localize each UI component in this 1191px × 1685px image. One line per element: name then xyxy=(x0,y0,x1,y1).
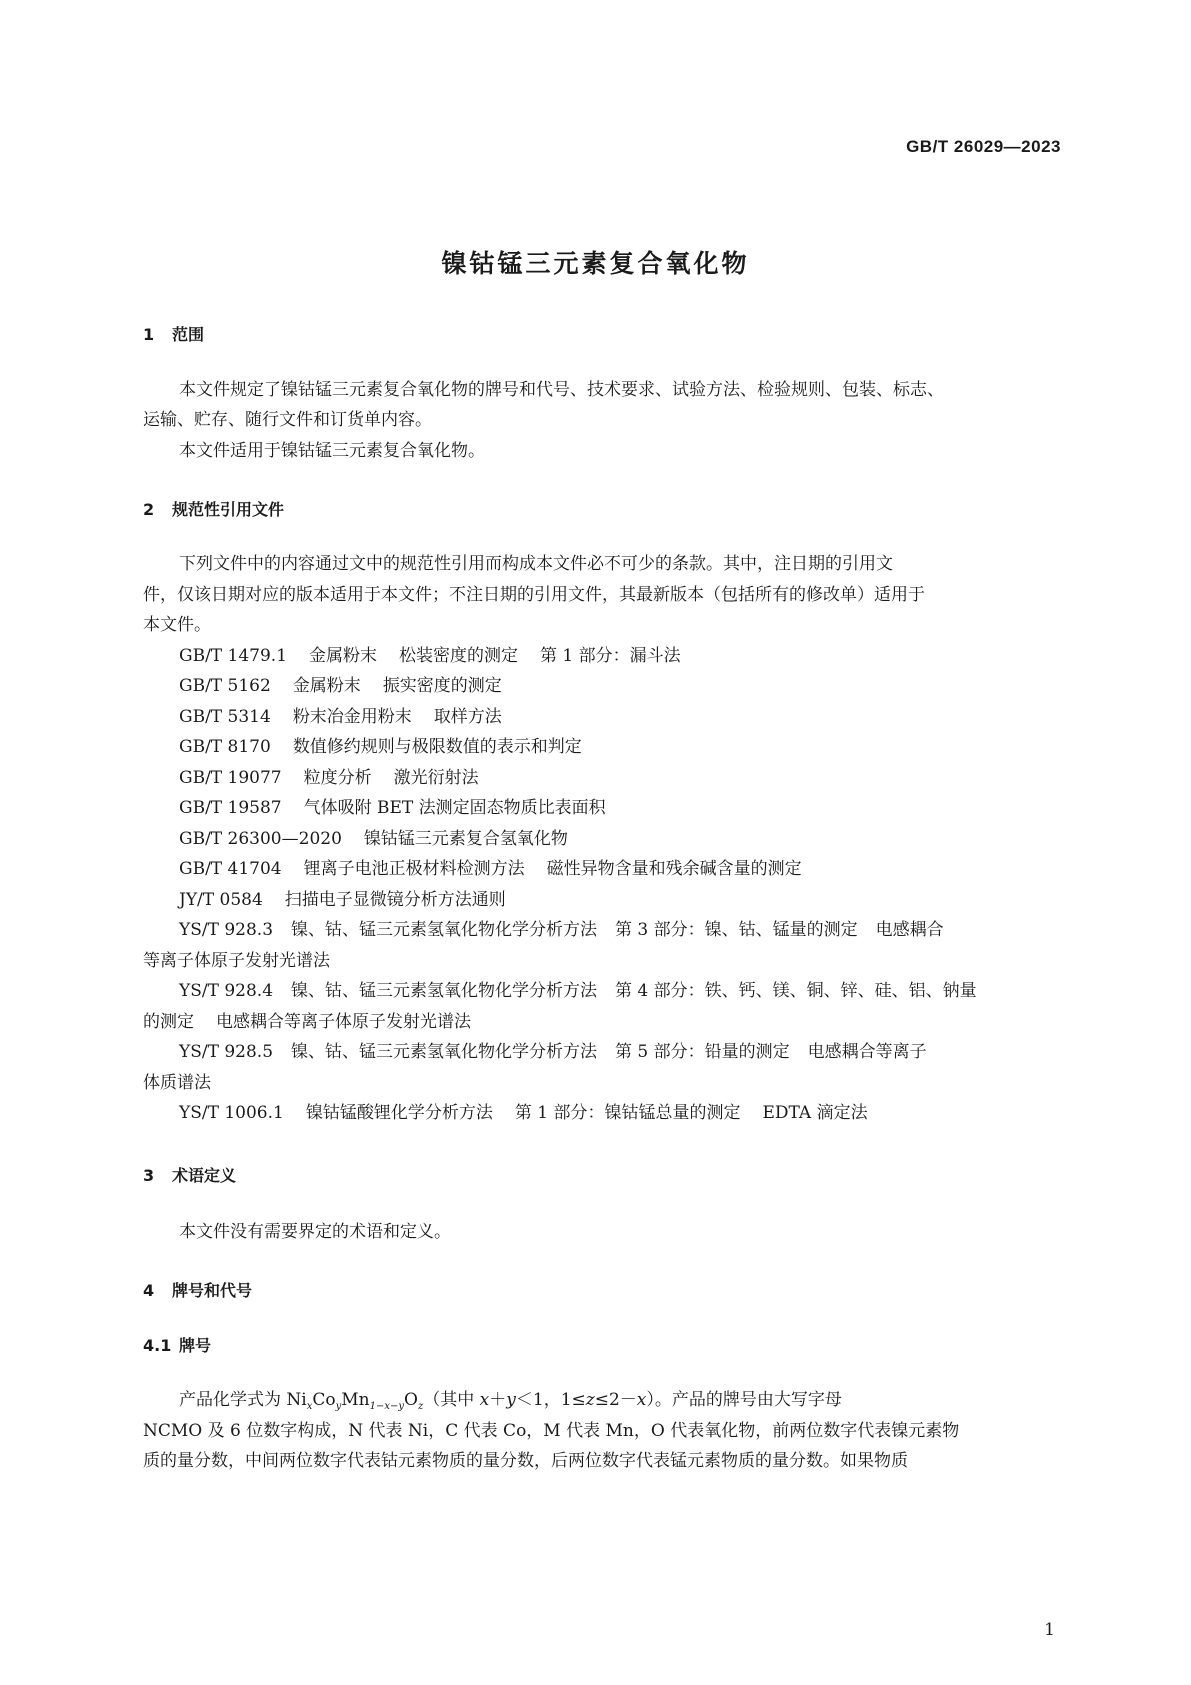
section-number: 4.1 xyxy=(143,1336,172,1355)
reference-title: 的测定 xyxy=(143,1012,194,1032)
reference-title: 第 4 部分：铁、钙、镁、铜、锌、硅、铝、钠量 xyxy=(615,981,977,1001)
reference-title: 扫描电子显微镜分析方法通则 xyxy=(284,890,506,910)
formula-subscript: z xyxy=(417,1401,424,1412)
reference-item-continuation: 等离子体原子发射光谱法 xyxy=(143,951,330,971)
reference-title: 振实密度的测定 xyxy=(382,676,502,696)
reference-title: 电感耦合 xyxy=(875,920,944,940)
section-title: 规范性引用文件 xyxy=(172,500,285,519)
section-title: 术语定义 xyxy=(172,1166,237,1185)
section-number: 1 xyxy=(143,325,155,344)
reference-title: 镍、钴、锰三元素氢氧化物化学分析方法 xyxy=(291,981,598,1001)
reference-code: GB/T 5314 xyxy=(179,707,271,727)
reference-title: 第 1 部分：镍钴锰总量的测定 xyxy=(514,1103,741,1123)
formula-variable: y xyxy=(506,1390,516,1410)
reference-code: GB/T 19077 xyxy=(179,768,282,788)
reference-title: 金属粉末 xyxy=(292,676,361,696)
designation-line-3: 质的量分数，中间两位数字代表钴元素物质的量分数，后两位数字代表锰元素物质的量分数。如果物质 xyxy=(143,1451,908,1471)
designation-line-2: NCMO 及 6 位数字构成，N 代表 Ni，C 代表 Co，M 代表 Mn，O 代表氧化物，前两位数字代表镍元素物 xyxy=(143,1421,960,1441)
reference-item xyxy=(179,793,606,824)
reference-title: 磁性异物含量和残余碱含量的测定 xyxy=(546,859,802,879)
references-intro-line-1: 下列文件中的内容通过文中的规范性引用而构成本文件必不可少的条款。其中，注日期的引用文 xyxy=(179,554,893,574)
reference-title: 第 1 部分：漏斗法 xyxy=(540,646,681,666)
reference-title: 镍钴锰三元素复合氢氧化物 xyxy=(363,829,568,849)
reference-item xyxy=(179,885,506,916)
section-4-1-heading xyxy=(143,1333,211,1356)
reference-item xyxy=(179,671,502,702)
formula-subscript: y xyxy=(335,1401,342,1412)
section-title: 范围 xyxy=(172,325,205,344)
formula-trailing-text: ）。产品的牌号由大写字母 xyxy=(646,1390,842,1410)
reference-title: EDTA 滴定法 xyxy=(762,1103,868,1123)
standard-code: GB/T 26029—2023 xyxy=(906,137,1061,156)
formula-variable: x xyxy=(636,1390,647,1410)
scope-paragraph-line-2: 运输、贮存、随行文件和订货单内容。 xyxy=(143,410,432,430)
formula-operator: ＋ xyxy=(489,1390,507,1410)
references-intro-line-3: 本文件。 xyxy=(143,615,211,635)
section-2-heading xyxy=(143,497,284,520)
reference-title: 电感耦合等离子体原子发射光谱法 xyxy=(216,1012,471,1032)
formula-subscript: x xyxy=(306,1401,313,1412)
reference-item xyxy=(179,1037,927,1068)
reference-code: GB/T 8170 xyxy=(179,737,271,757)
reference-code: GB/T 19587 xyxy=(179,798,282,818)
reference-code: YS/T 1006.1 xyxy=(179,1103,284,1123)
reference-item xyxy=(179,976,977,1007)
reference-title: 第 3 部分：镍、钴、锰量的测定 xyxy=(615,920,858,940)
reference-item xyxy=(179,702,502,733)
reference-title: 镍、钴、锰三元素氢氧化物化学分析方法 xyxy=(291,920,598,940)
reference-item xyxy=(179,1098,868,1129)
reference-title: 金属粉末 xyxy=(309,646,378,666)
reference-code: JY/T 0584 xyxy=(179,890,263,910)
reference-item xyxy=(179,854,802,885)
document-title: 镍钴锰三元素复合氧化物 xyxy=(441,249,750,278)
reference-title: 取样方法 xyxy=(433,707,502,727)
page-number: 1 xyxy=(1044,1620,1055,1640)
formula-ni: Ni xyxy=(286,1390,307,1410)
reference-code: YS/T 928.3 xyxy=(179,920,274,940)
section-number: 4 xyxy=(143,1281,155,1300)
formula-lead-text: 产品化学式为 xyxy=(179,1390,287,1410)
reference-title: 松装密度的测定 xyxy=(399,646,519,666)
formula-operator: ≤2－ xyxy=(594,1390,637,1410)
reference-item xyxy=(179,763,479,794)
section-number: 3 xyxy=(143,1166,155,1185)
formula-o: O xyxy=(404,1390,418,1410)
formula-mn: Mn xyxy=(341,1390,370,1410)
reference-title: 数值修约规则与极限数值的表示和判定 xyxy=(292,737,582,757)
formula-operator: ＜1，1≤ xyxy=(515,1390,586,1410)
reference-title: 电感耦合等离子 xyxy=(807,1042,927,1062)
reference-code: YS/T 928.4 xyxy=(179,981,274,1001)
reference-title: 粉末冶金用粉末 xyxy=(292,707,412,727)
reference-item xyxy=(179,732,582,763)
reference-title: 镍钴锰酸锂化学分析方法 xyxy=(305,1103,493,1123)
reference-code: GB/T 1479.1 xyxy=(179,646,288,666)
section-title: 牌号和代号 xyxy=(172,1281,253,1300)
reference-title: 激光衍射法 xyxy=(393,768,479,788)
section-1-heading xyxy=(143,322,204,345)
formula-variable: x xyxy=(479,1390,490,1410)
reference-code: GB/T 26300—2020 xyxy=(179,829,342,849)
section-title: 牌号 xyxy=(179,1336,212,1355)
scope-paragraph-line-1: 本文件规定了镍钴锰三元素复合氧化物的牌号和代号、技术要求、试验方法、检验规则、包装、标志、 xyxy=(179,380,944,400)
reference-item-continuation xyxy=(143,1007,471,1038)
reference-item xyxy=(179,824,568,855)
reference-item-continuation: 体质谱法 xyxy=(143,1073,211,1093)
references-intro-line-2: 件，仅该日期对应的版本适用于本文件；不注日期的引用文件，其最新版本（包括所有的修改单）适用于 xyxy=(143,585,925,605)
reference-item xyxy=(179,641,681,672)
formula-subscript: 1−x−y xyxy=(369,1401,405,1412)
reference-code: GB/T 5162 xyxy=(179,676,271,696)
reference-item xyxy=(179,915,944,946)
scope-applicability: 本文件适用于镍钴锰三元素复合氧化物。 xyxy=(179,441,485,461)
section-number: 2 xyxy=(143,500,155,519)
reference-title: 镍、钴、锰三元素氢氧化物化学分析方法 xyxy=(291,1042,598,1062)
terms-paragraph: 本文件没有需要界定的术语和定义。 xyxy=(179,1222,451,1242)
reference-code: GB/T 41704 xyxy=(179,859,282,879)
reference-title: 粒度分析 xyxy=(303,768,372,788)
reference-title: 气体吸附 BET 法测定固态物质比表面积 xyxy=(303,798,606,818)
formula-condition: （其中 xyxy=(423,1390,480,1410)
formula-co: Co xyxy=(312,1390,336,1410)
reference-title: 锂离子电池正极材料检测方法 xyxy=(303,859,525,879)
section-3-heading xyxy=(143,1163,236,1186)
reference-code: YS/T 928.5 xyxy=(179,1042,274,1062)
formula-variable: z xyxy=(585,1390,595,1410)
reference-title: 第 5 部分：铅量的测定 xyxy=(615,1042,790,1062)
section-4-heading xyxy=(143,1278,252,1301)
